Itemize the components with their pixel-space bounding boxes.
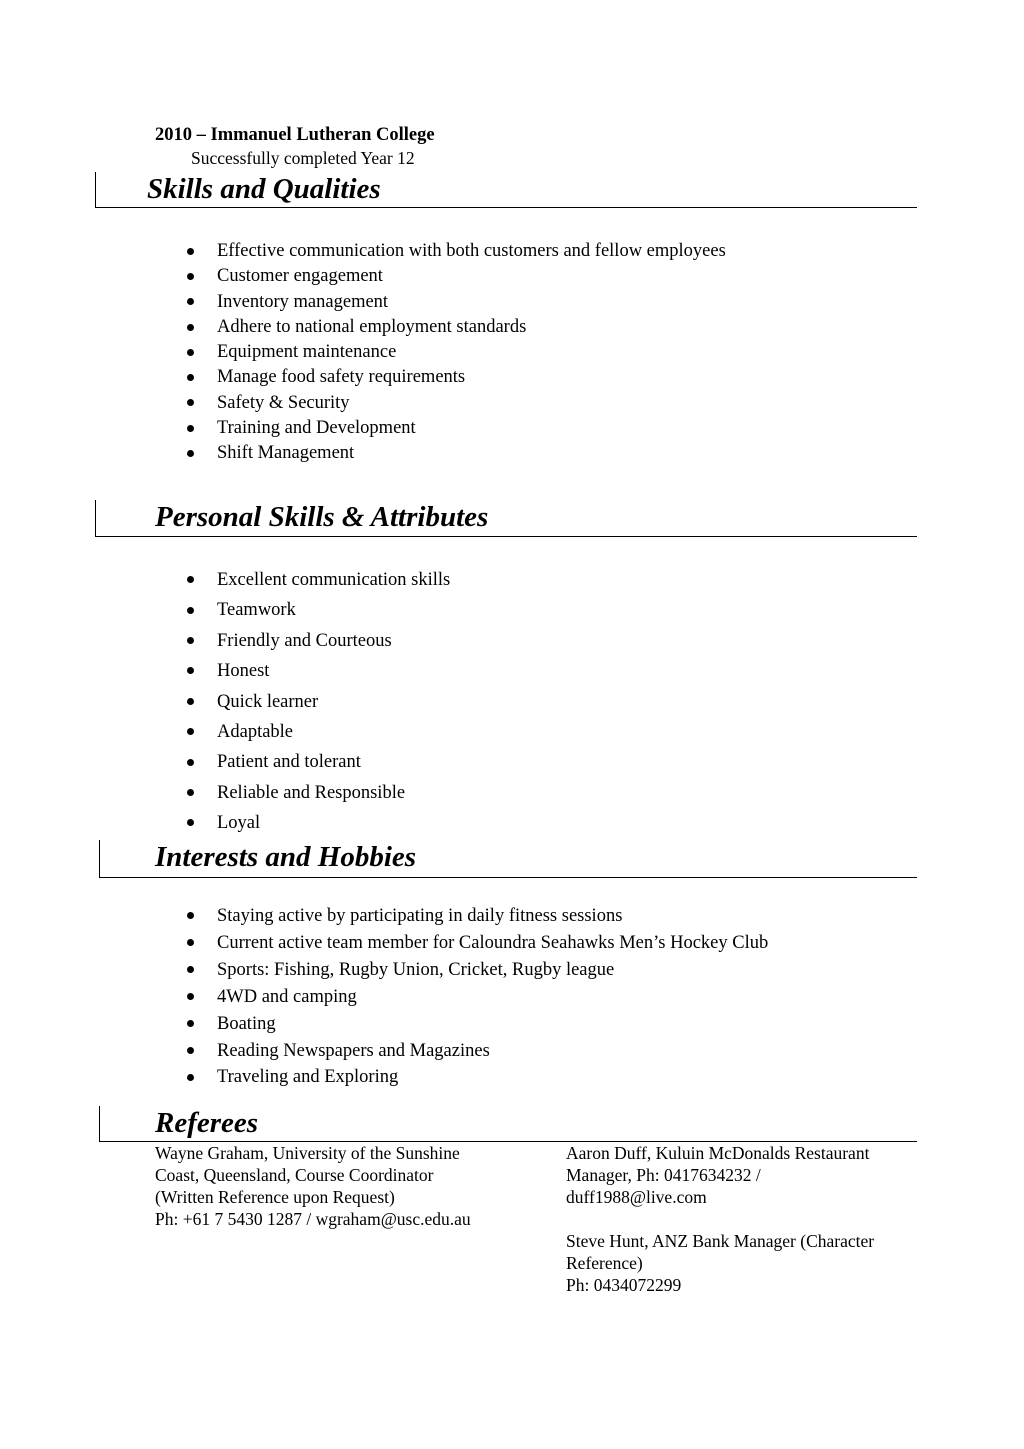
list-item <box>160 290 726 315</box>
list-item-text: Training and Development <box>217 418 416 439</box>
bullet-icon <box>187 759 194 766</box>
referee-line: Wayne Graham, University of the Sunshine <box>155 1143 460 1163</box>
referee-wayne-graham <box>155 1142 471 1230</box>
bullet-icon <box>187 966 194 973</box>
list-item <box>160 595 450 625</box>
bullet-icon <box>187 450 194 457</box>
list-item <box>160 1064 768 1091</box>
list-item <box>160 778 450 808</box>
referees-heading-tick <box>99 1106 100 1142</box>
list-item-text: Teamwork <box>217 600 296 621</box>
referee-line: (Written Reference upon Request) <box>155 1187 395 1207</box>
bullet-icon <box>187 698 194 705</box>
list-item <box>160 239 726 264</box>
list-item <box>160 957 768 984</box>
bullet-icon <box>187 425 194 432</box>
bullet-icon <box>187 349 194 356</box>
interests-heading: Interests and Hobbies <box>155 841 417 873</box>
list-item-text: Loyal <box>217 813 261 834</box>
referee-line: Ph: +61 7 5430 1287 / wgraham@usc.edu.au <box>155 1209 471 1229</box>
list-item-text: Customer engagement <box>217 266 383 287</box>
list-item <box>160 808 450 838</box>
list-item <box>160 365 726 390</box>
list-item <box>160 687 450 717</box>
list-item <box>160 903 768 930</box>
education-detail: Successfully completed Year 12 <box>191 148 415 168</box>
list-item <box>160 315 726 340</box>
personal-attributes-list <box>160 565 450 839</box>
bullet-icon <box>187 993 194 1000</box>
list-item-text: Honest <box>217 661 270 682</box>
list-item-text: Current active team member for Caloundra Seahawks Men’s Hockey Club <box>217 932 769 953</box>
list-item-text: Manage food safety requirements <box>217 367 466 388</box>
list-item <box>160 565 450 595</box>
list-item-text: Excellent communication skills <box>217 570 451 590</box>
referees-heading: Referees <box>155 1107 259 1139</box>
referee-line: Aaron Duff, Kuluin McDonalds Restaurant <box>566 1143 870 1163</box>
bullet-icon <box>187 399 194 406</box>
referee-line: Reference) <box>566 1253 643 1273</box>
list-item <box>160 717 450 747</box>
bullet-icon <box>187 939 194 946</box>
list-item-text: Sports: Fishing, Rugby Union, Cricket, Rugby league <box>217 959 615 980</box>
list-item <box>160 747 450 777</box>
bullet-icon <box>187 728 194 735</box>
skills-heading-rule <box>95 207 917 208</box>
list-item-text: Traveling and Exploring <box>217 1067 399 1088</box>
list-item-text: Reliable and Responsible <box>217 782 406 803</box>
list-item-text: 4WD and camping <box>217 986 357 1007</box>
bullet-icon <box>187 819 194 826</box>
education-title: 2010 – Immanuel Lutheran College <box>155 125 435 145</box>
education-entry <box>155 124 435 170</box>
list-item-text: Effective communication with both customers and fellow employees <box>217 241 726 261</box>
list-item-text: Staying active by participating in daily fitness sessions <box>217 906 623 926</box>
bullet-icon <box>187 273 194 280</box>
bullet-icon <box>187 789 194 796</box>
bullet-icon <box>187 1047 194 1054</box>
list-item <box>160 340 726 365</box>
bullet-icon <box>187 1074 194 1081</box>
list-item-text: Equipment maintenance <box>217 342 397 363</box>
list-item-text: Adaptable <box>217 722 294 743</box>
list-item <box>160 984 768 1011</box>
list-item-text: Friendly and Courteous <box>217 630 392 651</box>
bullet-icon <box>187 637 194 644</box>
interests-heading-tick <box>99 840 100 878</box>
interests-heading-rule <box>99 877 917 878</box>
list-item <box>160 626 450 656</box>
referee-line: Ph: 0434072299 <box>566 1275 682 1295</box>
bullet-icon <box>187 374 194 381</box>
list-item-text: Safety & Security <box>217 392 350 413</box>
interests-list <box>160 903 768 1091</box>
list-item-text: Reading Newspapers and Magazines <box>217 1040 490 1061</box>
list-item <box>160 264 726 289</box>
list-item <box>160 656 450 686</box>
bullet-icon <box>187 324 194 331</box>
skills-heading: Skills and Qualities <box>147 173 381 205</box>
list-item <box>160 441 726 466</box>
bullet-icon <box>187 298 194 305</box>
personal-heading-rule <box>95 536 917 537</box>
referee-line: Manager, Ph: 0417634232 / <box>566 1165 761 1185</box>
skills-list <box>160 239 726 467</box>
list-item-text: Quick learner <box>217 691 319 712</box>
list-item-text: Shift Management <box>217 443 355 464</box>
list-item <box>160 391 726 416</box>
bullet-icon <box>187 667 194 674</box>
referee-aaron-duff <box>566 1142 869 1208</box>
bullet-icon <box>187 576 194 583</box>
personal-heading-tick <box>95 500 96 537</box>
list-item-text: Inventory management <box>217 291 389 312</box>
list-item <box>160 416 726 441</box>
skills-heading-tick <box>95 172 96 208</box>
referee-line: duff1988@live.com <box>566 1187 707 1207</box>
personal-heading: Personal Skills & Attributes <box>155 501 489 533</box>
bullet-icon <box>187 607 194 614</box>
bullet-icon <box>187 1020 194 1027</box>
bullet-icon <box>187 248 194 255</box>
referee-line: Coast, Queensland, Course Coordinator <box>155 1165 434 1185</box>
list-item <box>160 1011 768 1038</box>
list-item <box>160 1038 768 1065</box>
referee-steve-hunt <box>566 1230 874 1296</box>
list-item-text: Patient and tolerant <box>217 752 361 773</box>
list-item-text: Boating <box>217 1013 276 1034</box>
bullet-icon <box>187 912 194 919</box>
list-item <box>160 930 768 957</box>
list-item-text: Adhere to national employment standards <box>217 316 527 337</box>
referee-line: Steve Hunt, ANZ Bank Manager (Character <box>566 1231 875 1251</box>
